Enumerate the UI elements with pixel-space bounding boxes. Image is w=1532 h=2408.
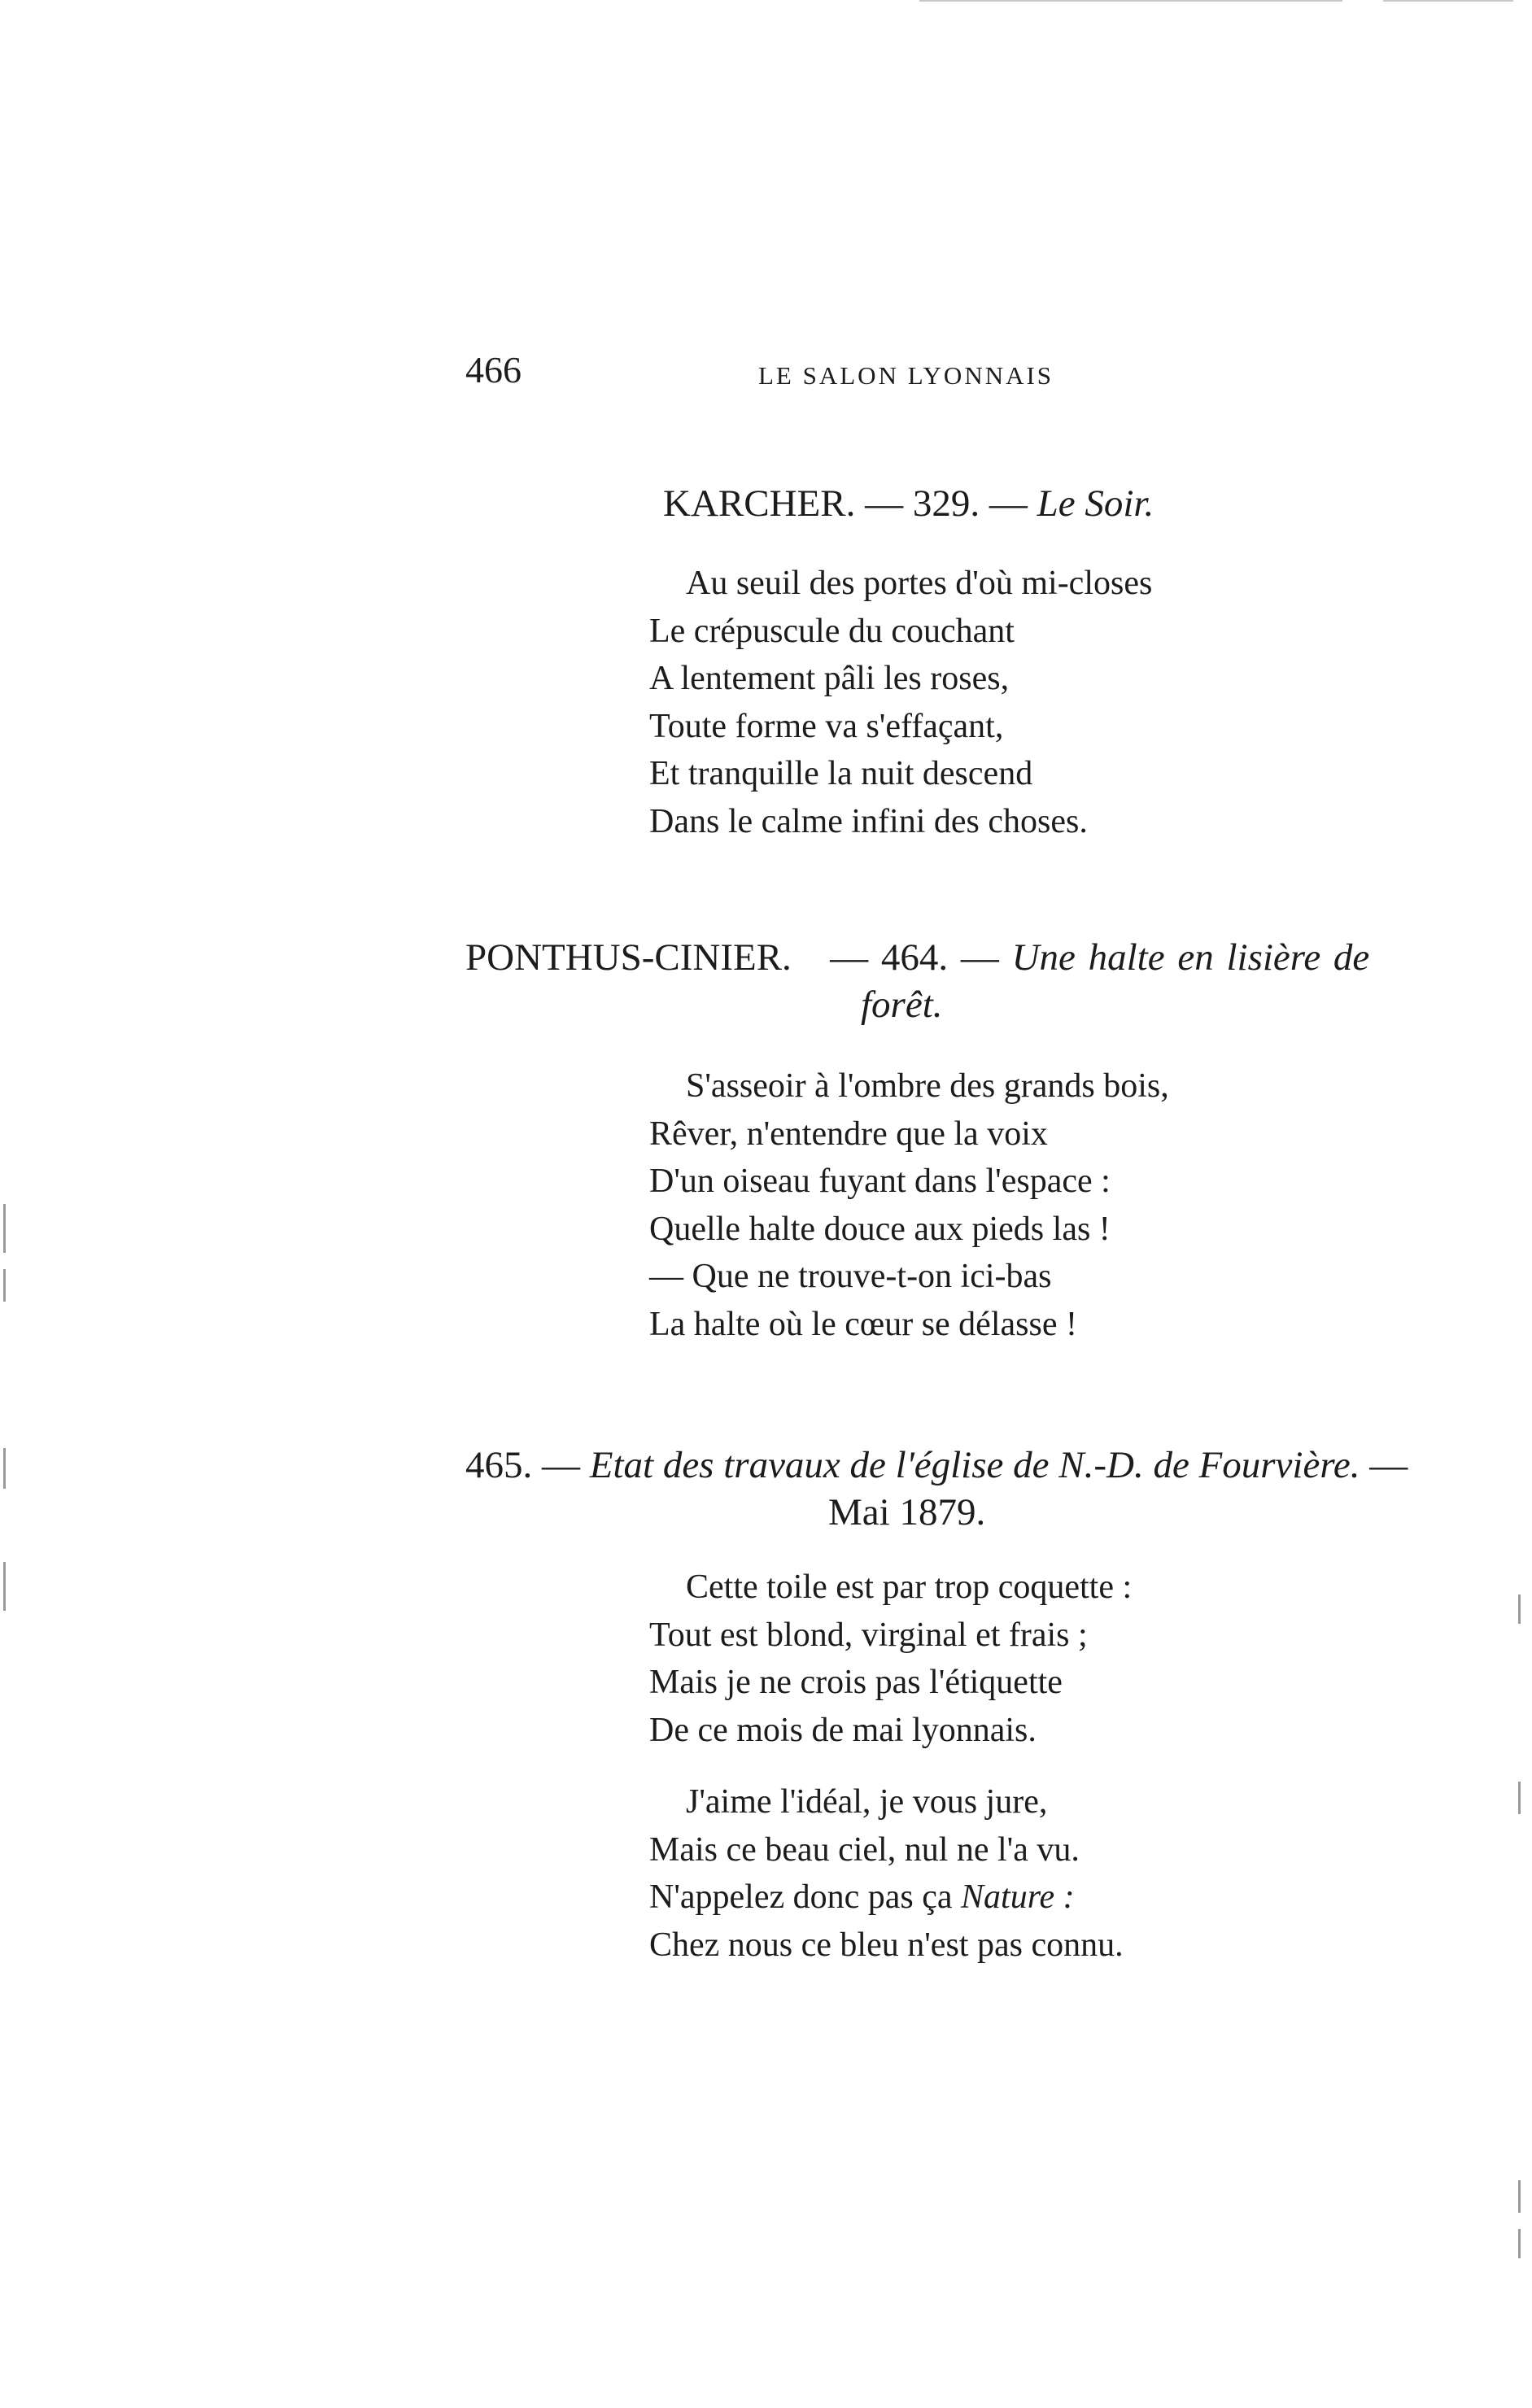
verse-line: Quelle halte douce aux pieds las ! bbox=[649, 1210, 1111, 1248]
left-edge-mark bbox=[3, 1562, 6, 1611]
verse-line: Dans le calme infini des choses. bbox=[649, 802, 1088, 840]
artist-name: KARCHER. bbox=[663, 482, 856, 525]
entry-heading-ponthus-cinier: PONTHUS-CINIER. — 464. — Une halte en lisière de bbox=[465, 936, 1370, 979]
verse-line: Tout est blond, virginal et frais ; bbox=[649, 1616, 1088, 1654]
verse-line: S'asseoir à l'ombre des grands bois, bbox=[686, 1067, 1169, 1105]
verse-line: J'aime l'idéal, je vous jure, bbox=[686, 1783, 1048, 1821]
poem-465-stanza-2 bbox=[649, 1778, 1124, 1969]
scan-top-rule bbox=[919, 0, 1342, 2]
verse-line: A lentement pâli les roses, bbox=[649, 660, 1010, 697]
poem-ponthus-cinier bbox=[649, 1062, 1169, 1348]
left-edge-mark bbox=[3, 1269, 6, 1302]
artwork-title: Une halte en lisière de bbox=[1011, 936, 1370, 979]
verse-line: Le crépuscule du couchant bbox=[649, 612, 1015, 650]
catalog-number: 465. bbox=[465, 1444, 533, 1486]
artist-name: PONTHUS-CINIER. bbox=[465, 936, 792, 979]
verse-line: Et tranquille la nuit descend bbox=[649, 755, 1033, 792]
verse-line: N'appelez donc pas ça Nature : bbox=[649, 1878, 1075, 1916]
entry-heading-karcher: KARCHER. — 329. — Le Soir. bbox=[663, 482, 1154, 525]
verse-line: D'un oiseau fuyant dans l'espace : bbox=[649, 1163, 1111, 1200]
entry-heading-continuation bbox=[861, 981, 943, 1028]
verse-line: — Que ne trouve-t-on ici-bas bbox=[649, 1258, 1052, 1295]
verse-line: Toute forme va s'effaçant, bbox=[649, 707, 1004, 745]
entry-heading-465: 465. — Etat des travaux de l'église de N.-D. de Fourvière. — bbox=[465, 1444, 1408, 1486]
verse-line: Mais ce beau ciel, nul ne l'a vu. bbox=[649, 1830, 1080, 1869]
verse-line: La halte où le cœur se délasse ! bbox=[649, 1305, 1077, 1343]
verse-line: Rêver, n'entendre que la voix bbox=[649, 1115, 1048, 1153]
right-edge-mark bbox=[1518, 2180, 1521, 2213]
verse-line: Au seuil des portes d'où mi-closes bbox=[686, 565, 1153, 602]
artwork-date: Mai 1879. bbox=[828, 1491, 986, 1533]
entry-heading-continuation bbox=[828, 1489, 985, 1536]
verse-line: Mais je ne crois pas l'étiquette bbox=[649, 1664, 1063, 1701]
verse-line: Cette toile est par trop coquette : bbox=[686, 1568, 1133, 1606]
verse-line: Chez nous ce bleu n'est pas connu. bbox=[649, 1926, 1124, 1964]
scan-top-rule-right bbox=[1383, 0, 1513, 2]
catalog-number: 464. bbox=[880, 936, 949, 979]
running-head: LE SALON LYONNAIS bbox=[758, 361, 1054, 390]
italic-word: Nature : bbox=[961, 1878, 1075, 1916]
left-edge-mark bbox=[3, 1448, 6, 1489]
page-number: 466 bbox=[465, 349, 522, 390]
poem-karcher bbox=[649, 560, 1152, 845]
artwork-title: Etat des travaux de l'église de N.-D. de Fourvière. bbox=[589, 1444, 1360, 1486]
right-edge-mark bbox=[1518, 1594, 1521, 1624]
catalog-number: 329. bbox=[912, 482, 980, 525]
artwork-title: Le Soir. bbox=[1037, 482, 1154, 525]
right-edge-mark bbox=[1518, 2229, 1521, 2258]
right-edge-mark bbox=[1518, 1782, 1521, 1814]
artwork-title-continued: forêt. bbox=[861, 984, 943, 1026]
left-edge-mark bbox=[3, 1204, 6, 1253]
poem-465-stanza-1 bbox=[649, 1564, 1132, 1754]
verse-line: De ce mois de mai lyonnais. bbox=[649, 1711, 1037, 1749]
